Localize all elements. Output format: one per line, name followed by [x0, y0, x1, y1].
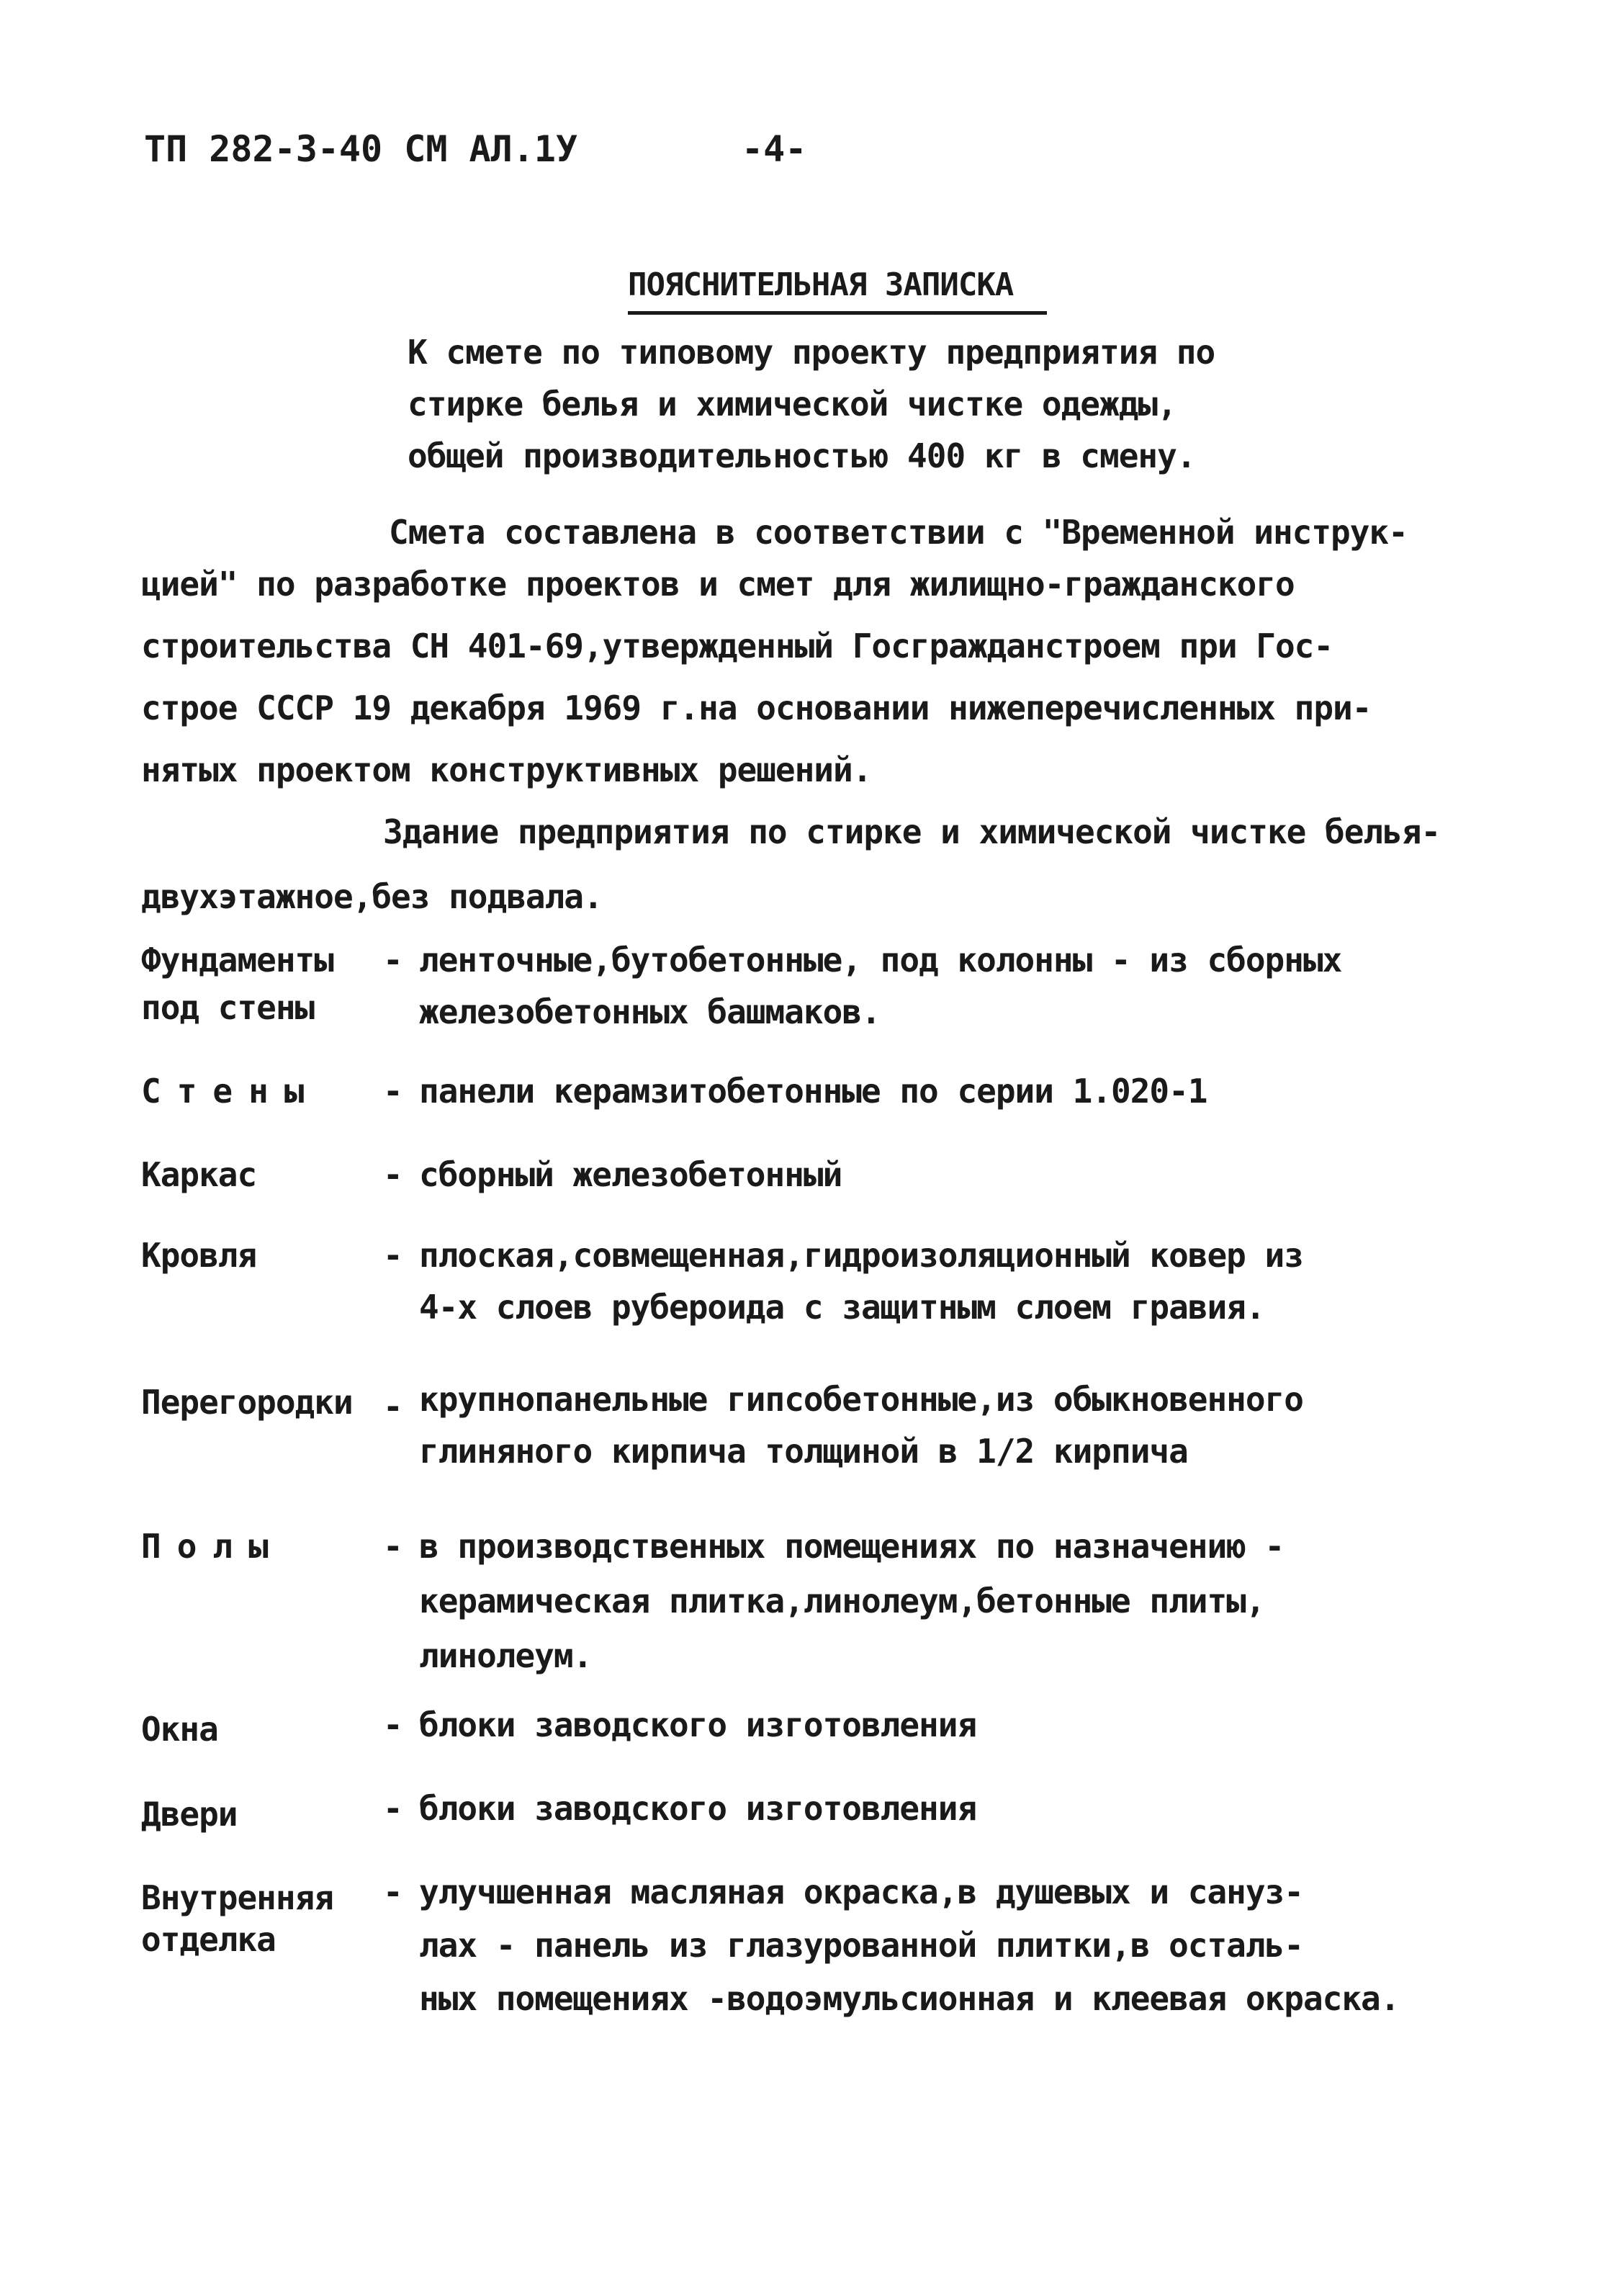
spec-term: Двери — [141, 1795, 238, 1834]
spec-term: Кровля — [141, 1236, 257, 1275]
spec-term: Перегородки — [141, 1383, 353, 1422]
paragraph-line: строительства СН 401-69,утвержденный Госгражданстроем при Гос- — [141, 627, 1333, 665]
spec-desc: глиняного кирпича толщиной в 1/2 кирпича — [419, 1432, 1188, 1471]
spec-desc: сборный железобетонный — [419, 1155, 842, 1194]
spec-desc: линолеум. — [419, 1636, 593, 1675]
paragraph-line: Здание предприятия по стирке и химической чистке белья- — [383, 812, 1441, 851]
spec-term: Полы — [141, 1527, 284, 1566]
spec-desc: блоки заводского изготовления — [419, 1705, 977, 1744]
doc-code: ТП 282-3-40 СМ АЛ.1У — [144, 128, 578, 170]
spec-desc: лах - панель из глазурованной плитки,в осталь- — [419, 1926, 1303, 1965]
spec-term: Окна — [141, 1710, 218, 1749]
spec-desc: плоская,совмещенная,гидроизоляционный ковер из — [419, 1236, 1303, 1275]
spec-desc: ных помещениях -водоэмульсионная и клеевая окраска. — [419, 1979, 1400, 2018]
spec-dash: - — [383, 1236, 403, 1275]
spec-term: Каркас — [141, 1155, 257, 1194]
spec-desc: железобетонных башмаков. — [419, 992, 881, 1031]
spec-dash: - — [383, 1873, 403, 1911]
subtitle-line: стирке белья и химической чистке одежды, — [408, 385, 1177, 423]
spec-term: под стены — [141, 988, 315, 1027]
spec-desc: 4-х слоев рубероида с защитным слоем гравия. — [419, 1288, 1265, 1327]
page-number: -4- — [742, 128, 807, 170]
paragraph-line: Смета составлена в соответствии с "Временной инструк- — [389, 513, 1408, 552]
spec-desc: в производственных помещениях по назначению - — [419, 1527, 1285, 1566]
spec-term: Внутренняя — [141, 1878, 333, 1917]
spec-dash: - — [383, 1387, 403, 1426]
paragraph-line: цией" по разработке проектов и смет для жилищно-гражданского — [141, 565, 1295, 604]
paragraph-line: нятых проектом конструктивных решений. — [141, 750, 872, 789]
title-underline — [628, 311, 1047, 315]
spec-desc: керамическая плитка,линолеум,бетонные плиты, — [419, 1582, 1265, 1620]
spec-dash: - — [383, 1155, 403, 1194]
spec-desc: ленточные,бутобетонные, под колонны - из сборных — [419, 941, 1342, 979]
page-title: ПОЯСНИТЕЛЬНАЯ ЗАПИСКА — [628, 266, 1014, 303]
spec-dash: - — [383, 1527, 403, 1566]
subtitle-line: общей производительностью 400 кг в смену. — [408, 436, 1196, 475]
spec-desc: панели керамзитобетонные по серии 1.020-1 — [419, 1072, 1207, 1111]
spec-term: Фундаменты — [141, 941, 333, 979]
subtitle-line: К смете по типовому проекту предприятия по — [408, 333, 1215, 372]
spec-dash: - — [383, 1072, 403, 1111]
paragraph-line: строе СССР 19 декабря 1969 г.на основании нижеперечисленных при- — [141, 689, 1372, 727]
spec-dash: - — [383, 1789, 403, 1828]
paragraph-line: двухэтажное,без подвала. — [141, 877, 603, 916]
spec-term: отделка — [141, 1920, 276, 1959]
spec-term: Стены — [141, 1072, 320, 1111]
spec-dash: - — [383, 1705, 403, 1744]
spec-dash: - — [383, 941, 403, 979]
spec-desc: крупнопанельные гипсобетонные,из обыкновенного — [419, 1380, 1303, 1419]
spec-desc: блоки заводского изготовления — [419, 1789, 977, 1828]
spec-desc: улучшенная масляная окраска,в душевых и сануз- — [419, 1873, 1303, 1911]
